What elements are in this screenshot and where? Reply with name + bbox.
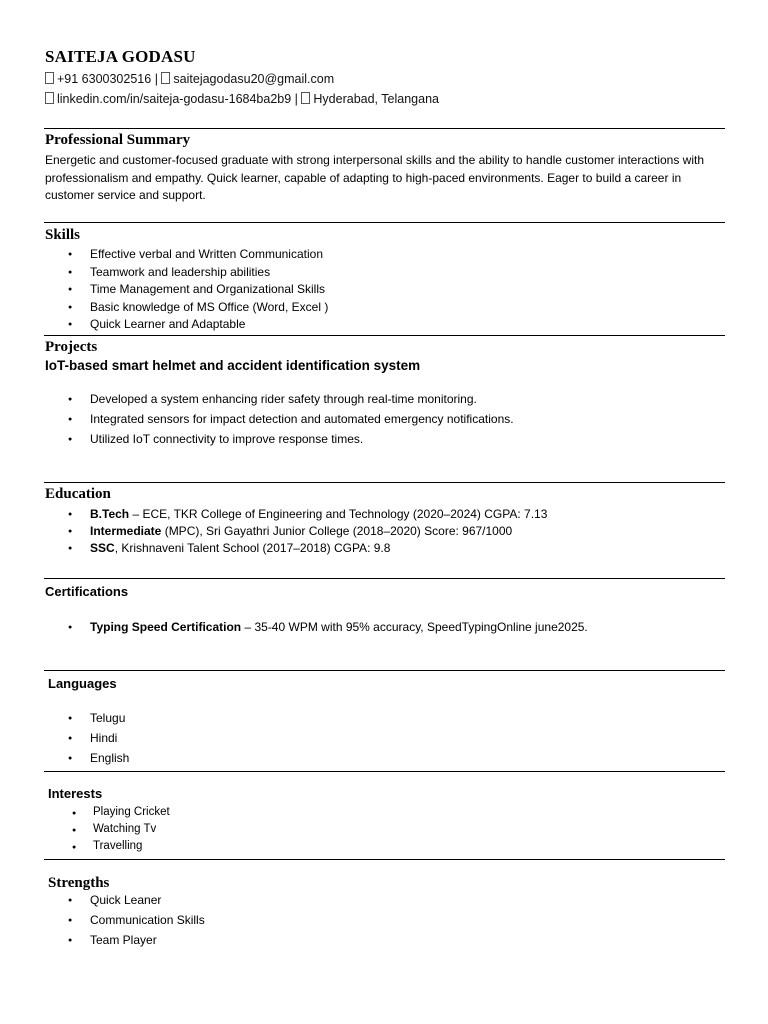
divider: [44, 222, 725, 223]
certification-title: Typing Speed Certification: [90, 620, 242, 634]
degree-name: SSC: [90, 541, 115, 555]
contact-line-1: [45, 72, 334, 86]
list-item: ● Teamwork and leadership abilities: [0, 265, 328, 283]
projects-heading: Projects: [45, 339, 98, 355]
list-item: [0, 541, 547, 558]
list-item: ● Hindi: [0, 731, 129, 751]
divider: [44, 670, 725, 671]
education-list: [0, 507, 547, 558]
phone-icon: [45, 72, 54, 84]
list-item: ● Quick Learner and Adaptable: [0, 317, 328, 335]
summary-heading: Professional Summary: [45, 132, 191, 148]
degree-name: B.Tech: [90, 507, 130, 521]
list-item: ● Playing Cricket: [0, 806, 170, 823]
list-item: ● Quick Leaner: [0, 893, 205, 913]
languages-list: [0, 711, 129, 771]
education-heading: Education: [45, 486, 111, 502]
degree-detail: , Krishnaveni Talent School (2017–2018) CGPA: 9.8: [114, 541, 391, 555]
divider: [44, 482, 725, 483]
candidate-name: SAITEJA GODASU: [45, 47, 196, 66]
linkedin-url: linkedin.com/in/saiteja-godasu-1684ba2b9: [57, 92, 292, 106]
separator: |: [154, 72, 158, 86]
list-item: ● Communication Skills: [0, 913, 205, 933]
strengths-list: [0, 893, 205, 953]
divider: [44, 859, 725, 860]
list-item: ● Utilized IoT connectivity to improve response times.: [0, 432, 514, 452]
divider: [44, 771, 725, 772]
divider: [44, 578, 725, 579]
degree-name: Intermediate: [90, 524, 162, 538]
degree-detail: (MPC), Sri Gayathri Junior College (2018–2020) Score: 967/1000: [161, 524, 513, 538]
divider: [44, 335, 725, 336]
list-item: ● Effective verbal and Written Communication: [0, 247, 328, 265]
skills-heading: Skills: [45, 227, 81, 243]
list-item: [0, 507, 547, 524]
list-item: ● Developed a system enhancing rider safety through real-time monitoring.: [0, 392, 514, 412]
strengths-heading: Strengths: [48, 875, 110, 891]
list-item: [0, 620, 588, 634]
certifications-list: [0, 620, 588, 634]
interests-list: [0, 806, 170, 857]
list-item: ● Team Player: [0, 933, 205, 953]
location: Hyderabad, Telangana: [313, 92, 439, 106]
languages-heading: Languages: [48, 676, 117, 691]
contact-line-2: [45, 92, 439, 106]
list-item: ● Travelling: [0, 840, 170, 857]
list-item: ● Watching Tv: [0, 823, 170, 840]
certification-detail: – 35-40 WPM with 95% accuracy, SpeedTypingOnline june2025.: [241, 620, 588, 634]
list-item: ● Basic knowledge of MS Office (Word, Excel ): [0, 300, 328, 318]
linkedin-icon: [45, 92, 54, 104]
separator: |: [294, 92, 298, 106]
interests-heading: Interests: [48, 786, 103, 801]
project-title: IoT-based smart helmet and accident identification system: [45, 358, 421, 373]
list-item: [0, 524, 547, 541]
email-address: saitejagodasu20@gmail.com: [173, 72, 335, 86]
list-item: ● Telugu: [0, 711, 129, 731]
location-icon: [301, 92, 310, 104]
skills-list: [0, 247, 328, 335]
list-item: ● Integrated sensors for impact detection and automated emergency notifications.: [0, 412, 514, 432]
phone-number: +91 6300302516: [57, 72, 152, 86]
list-item: ● English: [0, 751, 129, 771]
list-item: ● Time Management and Organizational Skills: [0, 282, 328, 300]
summary-text: Energetic and customer-focused graduate with strong interpersonal skills and the ability to handle customer interactions with professionalism and empathy. Quick learner, capable of adapting to high-paced environments. Eager to build a career in customer service and support.: [45, 153, 705, 202]
email-icon: [161, 72, 170, 84]
project-list: [0, 392, 514, 452]
certifications-heading: Certifications: [45, 584, 129, 599]
degree-detail: – ECE, TKR College of Engineering and Technology (2020–2024) CGPA: 7.13: [129, 507, 548, 521]
divider: [44, 128, 725, 129]
